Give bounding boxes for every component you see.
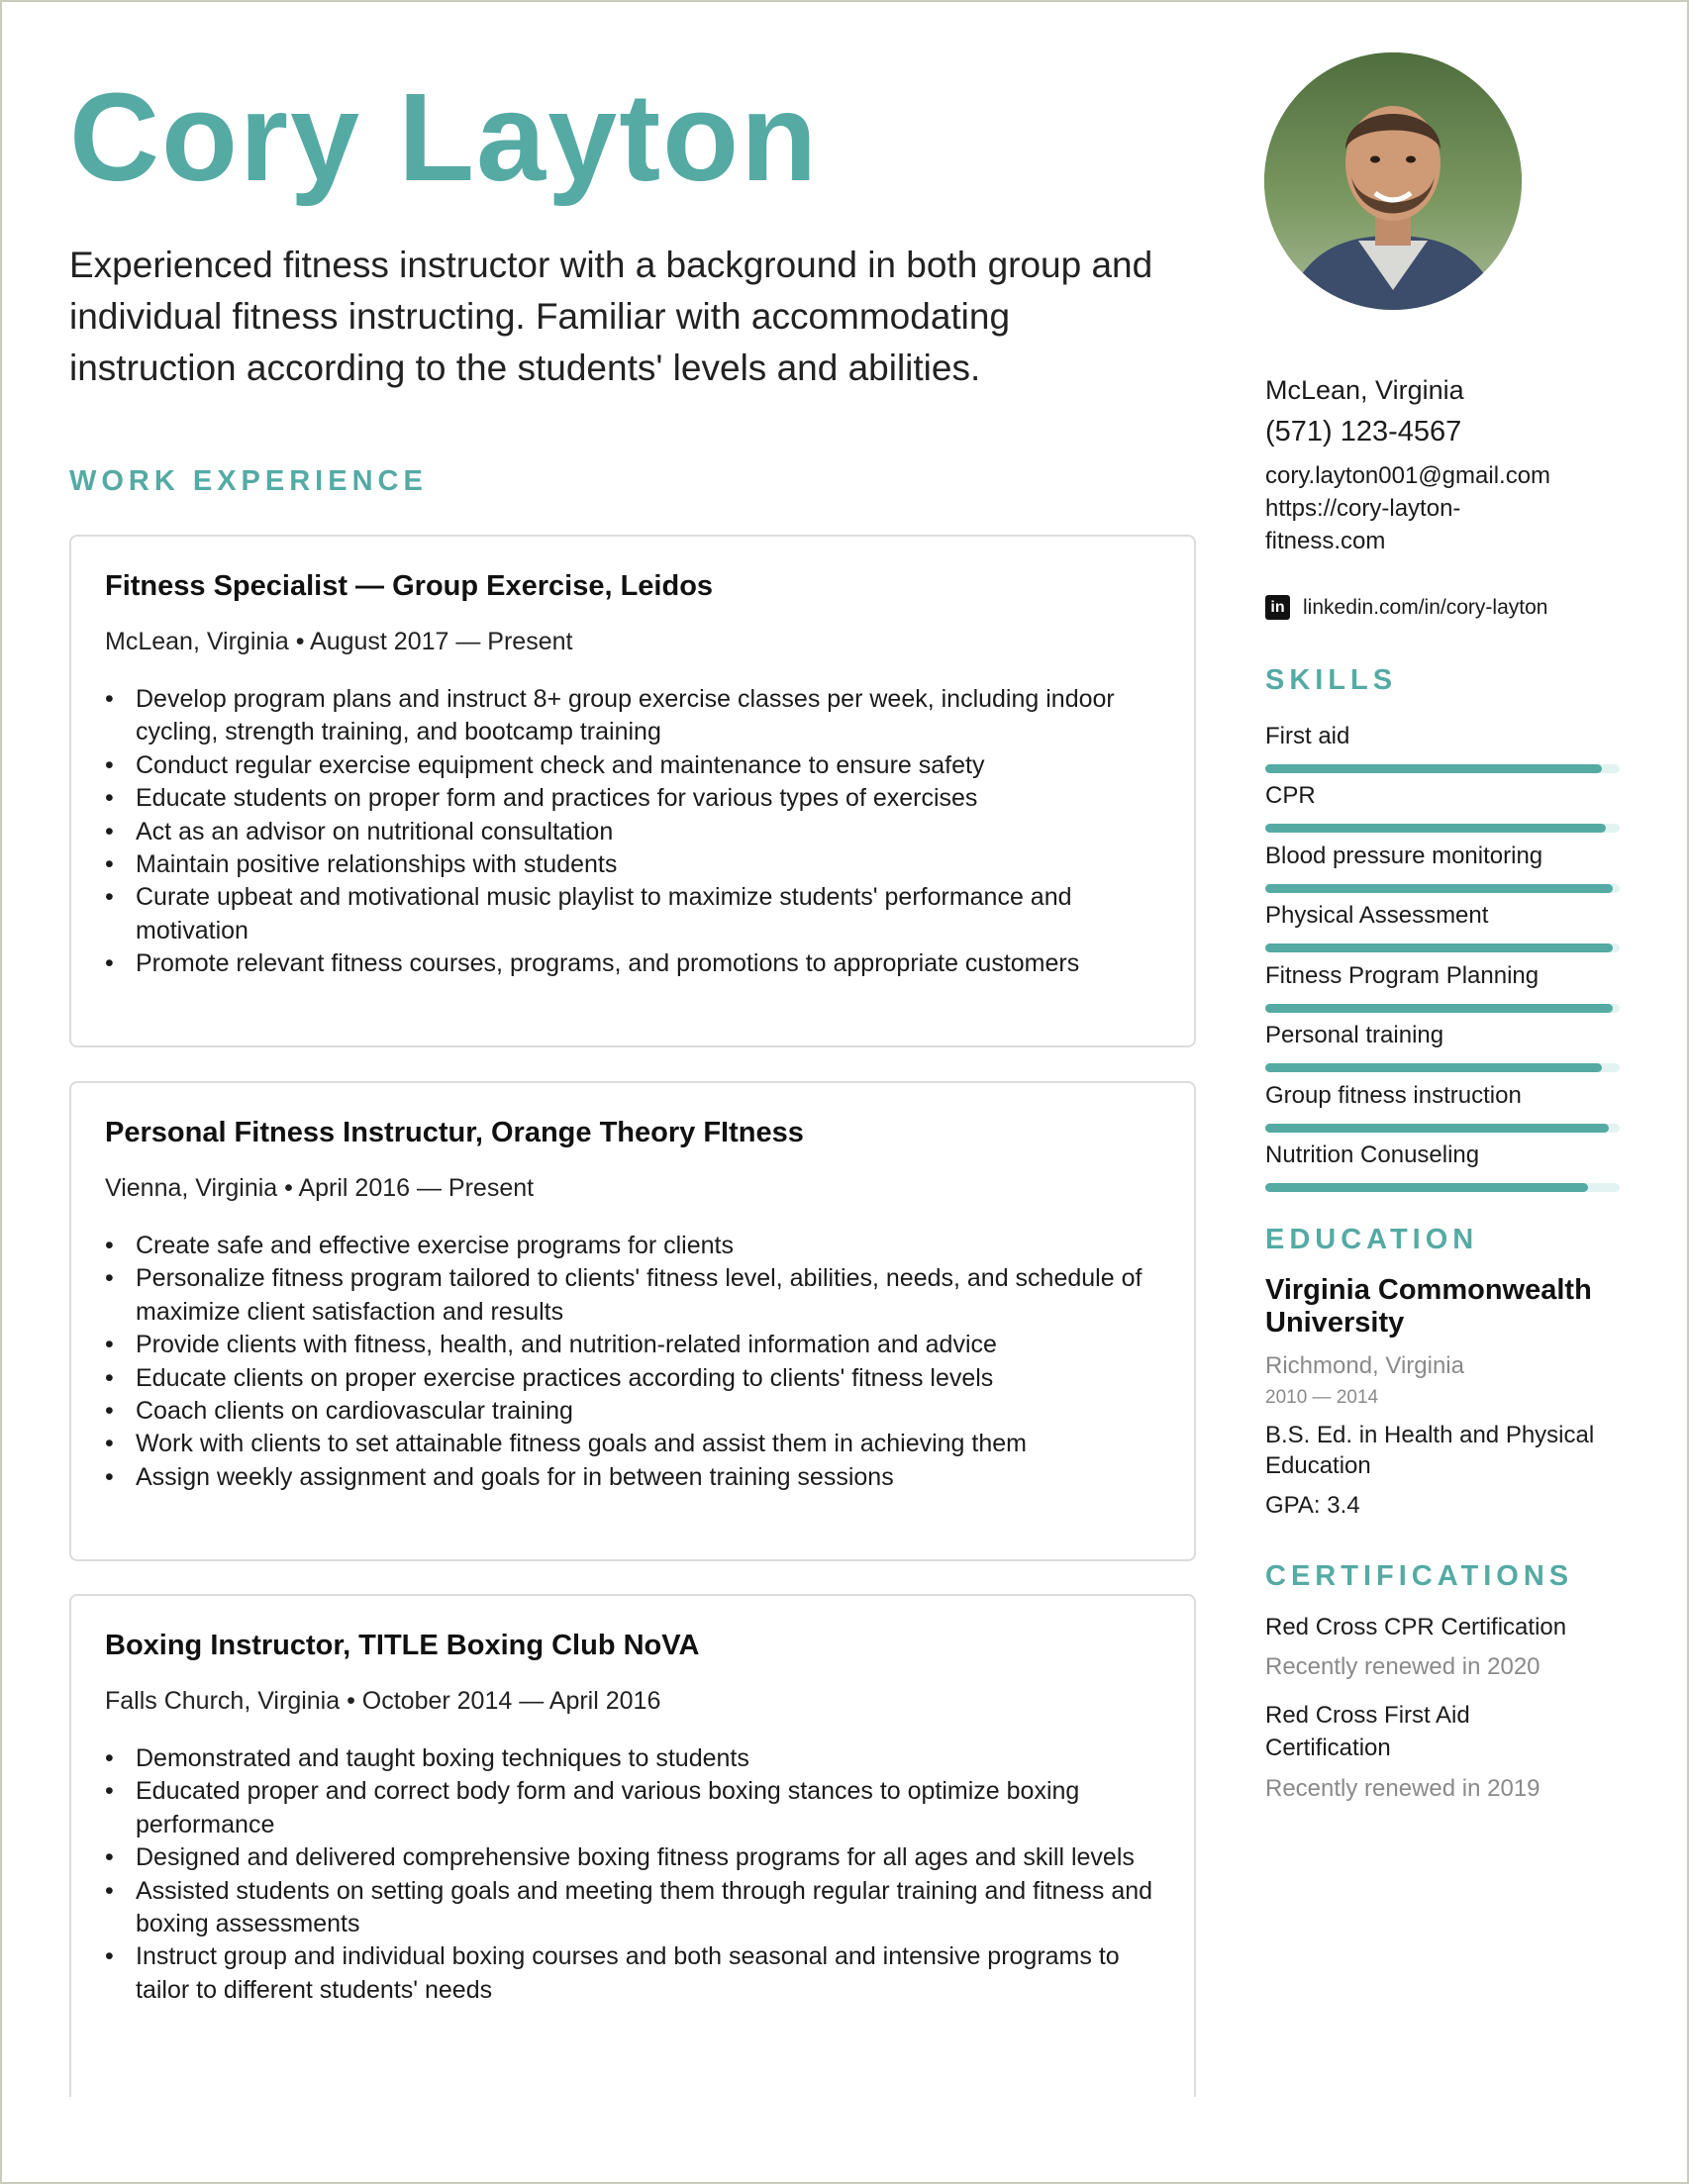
job-bullet: • Coach clients on cardiovascular training [105, 1395, 1174, 1428]
job-bullet: • Assisted students on setting goals and meeting them through regular training and fitness and boxing assessments [105, 1875, 1174, 1941]
job-bullet: • Conduct regular exercise equipment check and maintenance to ensure safety [105, 749, 1174, 782]
certification-note: Recently renewed in 2019 [1265, 1775, 1540, 1802]
job-bullet: • Designed and delivered comprehensive boxing fitness programs for all ages and skill levels [105, 1841, 1174, 1874]
skill-level-fill [1265, 1124, 1609, 1133]
job-bullet: • Create safe and effective exercise programs for clients [105, 1230, 1174, 1262]
education-heading: EDUCATION [1265, 1224, 1479, 1255]
job-meta: Vienna, Virginia • April 2016 — Present [105, 1174, 535, 1202]
job-bullet: • Act as an advisor on nutritional consultation [105, 816, 1174, 848]
skill-item [1265, 1022, 1620, 1049]
job-bullet: • Demonstrated and taught boxing techniques to students [105, 1742, 1174, 1775]
skill-label: Group fitness instruction [1265, 1082, 1522, 1109]
skill-level-bar [1265, 824, 1620, 833]
job-bullet: • Instruct group and individual boxing courses and both seasonal and intensive programs to tailor to different students' needs [105, 1940, 1174, 2007]
contact-phone: (571) 123-4567 [1265, 416, 1462, 447]
skill-level-bar [1265, 1004, 1620, 1013]
skill-level-bar [1265, 764, 1620, 773]
education-years: 2010 — 2014 [1265, 1387, 1379, 1408]
contact-location: McLean, Virginia [1265, 375, 1464, 405]
skill-label: Fitness Program Planning [1265, 962, 1540, 989]
skill-item [1265, 723, 1620, 750]
linkedin-link[interactable] [1265, 595, 1547, 620]
skill-level-bar [1265, 1063, 1620, 1072]
job-bullet: • Educate students on proper form and practices for various types of exercises [105, 782, 1174, 815]
skill-label: Nutrition Conuseling [1265, 1142, 1480, 1168]
skill-label: Personal training [1265, 1022, 1444, 1048]
professional-summary: Experienced fitness instructor with a background in both group and individual fitness instructing. Familiar with accommodating instruction according to the students' levels and abilities. [69, 245, 1153, 388]
education-gpa: GPA: 3.4 [1265, 1492, 1360, 1519]
job-bullet: • Promote relevant fitness courses, programs, and promotions to appropriate customers [105, 947, 1174, 980]
job-meta: McLean, Virginia • August 2017 — Present [105, 628, 573, 655]
contact-website-line2[interactable]: fitness.com [1265, 528, 1386, 554]
skill-item [1265, 1142, 1620, 1169]
certification-name-line2: Certification [1265, 1735, 1391, 1761]
job-bullet: • Develop program plans and instruct 8+ group exercise classes per week, including indoor cycling, strength training, and bootcamp training [105, 683, 1174, 749]
skill-item [1265, 843, 1620, 870]
skill-item [1265, 902, 1620, 930]
skill-level-bar [1265, 1124, 1620, 1133]
skill-level-fill [1265, 1004, 1613, 1013]
certification-name: Red Cross CPR Certification [1265, 1614, 1567, 1640]
skill-level-fill [1265, 884, 1613, 893]
profile-photo-illustration [1264, 52, 1522, 310]
job-title: Fitness Specialist — Group Exercise, Leidos [105, 570, 714, 602]
skill-level-bar [1265, 943, 1620, 952]
job-bullet: • Educate clients on proper exercise practices according to clients' fitness levels [105, 1362, 1174, 1395]
certifications-heading: CERTIFICATIONS [1265, 1560, 1574, 1592]
skill-label: Physical Assessment [1265, 902, 1489, 929]
skill-level-fill [1265, 943, 1613, 952]
contact-website-line1[interactable]: https://cory-layton- [1265, 495, 1461, 522]
skill-label: First aid [1265, 723, 1350, 749]
job-bullet: • Educated proper and correct body form and various boxing stances to optimize boxing performance [105, 1775, 1174, 1841]
linkedin-url[interactable]: linkedin.com/in/cory-layton [1303, 595, 1548, 619]
profile-photo [1264, 52, 1522, 310]
skills-heading: SKILLS [1265, 664, 1398, 696]
work-experience-heading: WORK EXPERIENCE [69, 465, 428, 497]
school-location: Richmond, Virginia [1265, 1352, 1464, 1379]
skill-level-fill [1265, 1183, 1588, 1192]
job-bullet-list [105, 1230, 1174, 1494]
skill-label: CPR [1265, 782, 1316, 809]
candidate-name: Cory Layton [69, 67, 820, 207]
contact-email[interactable]: cory.layton001@gmail.com [1265, 462, 1551, 489]
certification-name: Red Cross First Aid [1265, 1702, 1470, 1729]
certification-note: Recently renewed in 2020 [1265, 1653, 1540, 1680]
job-bullet-list [105, 1742, 1174, 2007]
job-title: Boxing Instructor, TITLE Boxing Club NoVA [105, 1630, 700, 1661]
job-bullet: • Personalize fitness program tailored to clients' fitness level, abilities, needs, and schedule of maximize client satisfaction and results [105, 1262, 1174, 1329]
degree-line2: Education [1265, 1452, 1371, 1479]
job-bullet: • Provide clients with fitness, health, and nutrition-related information and advice [105, 1329, 1174, 1361]
skill-level-fill [1265, 764, 1602, 773]
skill-level-fill [1265, 1063, 1602, 1072]
school-name-line1: Virginia Commonwealth [1265, 1274, 1592, 1306]
skill-item [1265, 962, 1620, 990]
degree-line1: B.S. Ed. in Health and Physical [1265, 1422, 1595, 1448]
job-card [69, 1594, 1196, 2097]
job-card [69, 535, 1196, 1047]
skill-label: Blood pressure monitoring [1265, 843, 1543, 869]
job-bullet: • Maintain positive relationships with students [105, 848, 1174, 881]
skill-level-bar [1265, 884, 1620, 893]
job-meta: Falls Church, Virginia • October 2014 — April 2016 [105, 1687, 661, 1715]
job-bullet-list [105, 683, 1174, 981]
linkedin-icon: in [1265, 595, 1290, 620]
school-name-line2: University [1265, 1307, 1405, 1339]
skill-level-bar [1265, 1183, 1620, 1192]
job-title: Personal Fitness Instructur, Orange Theory FItness [105, 1117, 804, 1148]
skill-item [1265, 1082, 1620, 1110]
skill-level-fill [1265, 824, 1606, 833]
job-card [69, 1081, 1196, 1561]
job-bullet: • Assign weekly assignment and goals for in between training sessions [105, 1461, 1174, 1494]
skill-item [1265, 782, 1620, 810]
job-bullet: • Curate upbeat and motivational music playlist to maximize students' performance and motivation [105, 881, 1174, 947]
job-bullet: • Work with clients to set attainable fitness goals and assist them in achieving them [105, 1428, 1174, 1460]
